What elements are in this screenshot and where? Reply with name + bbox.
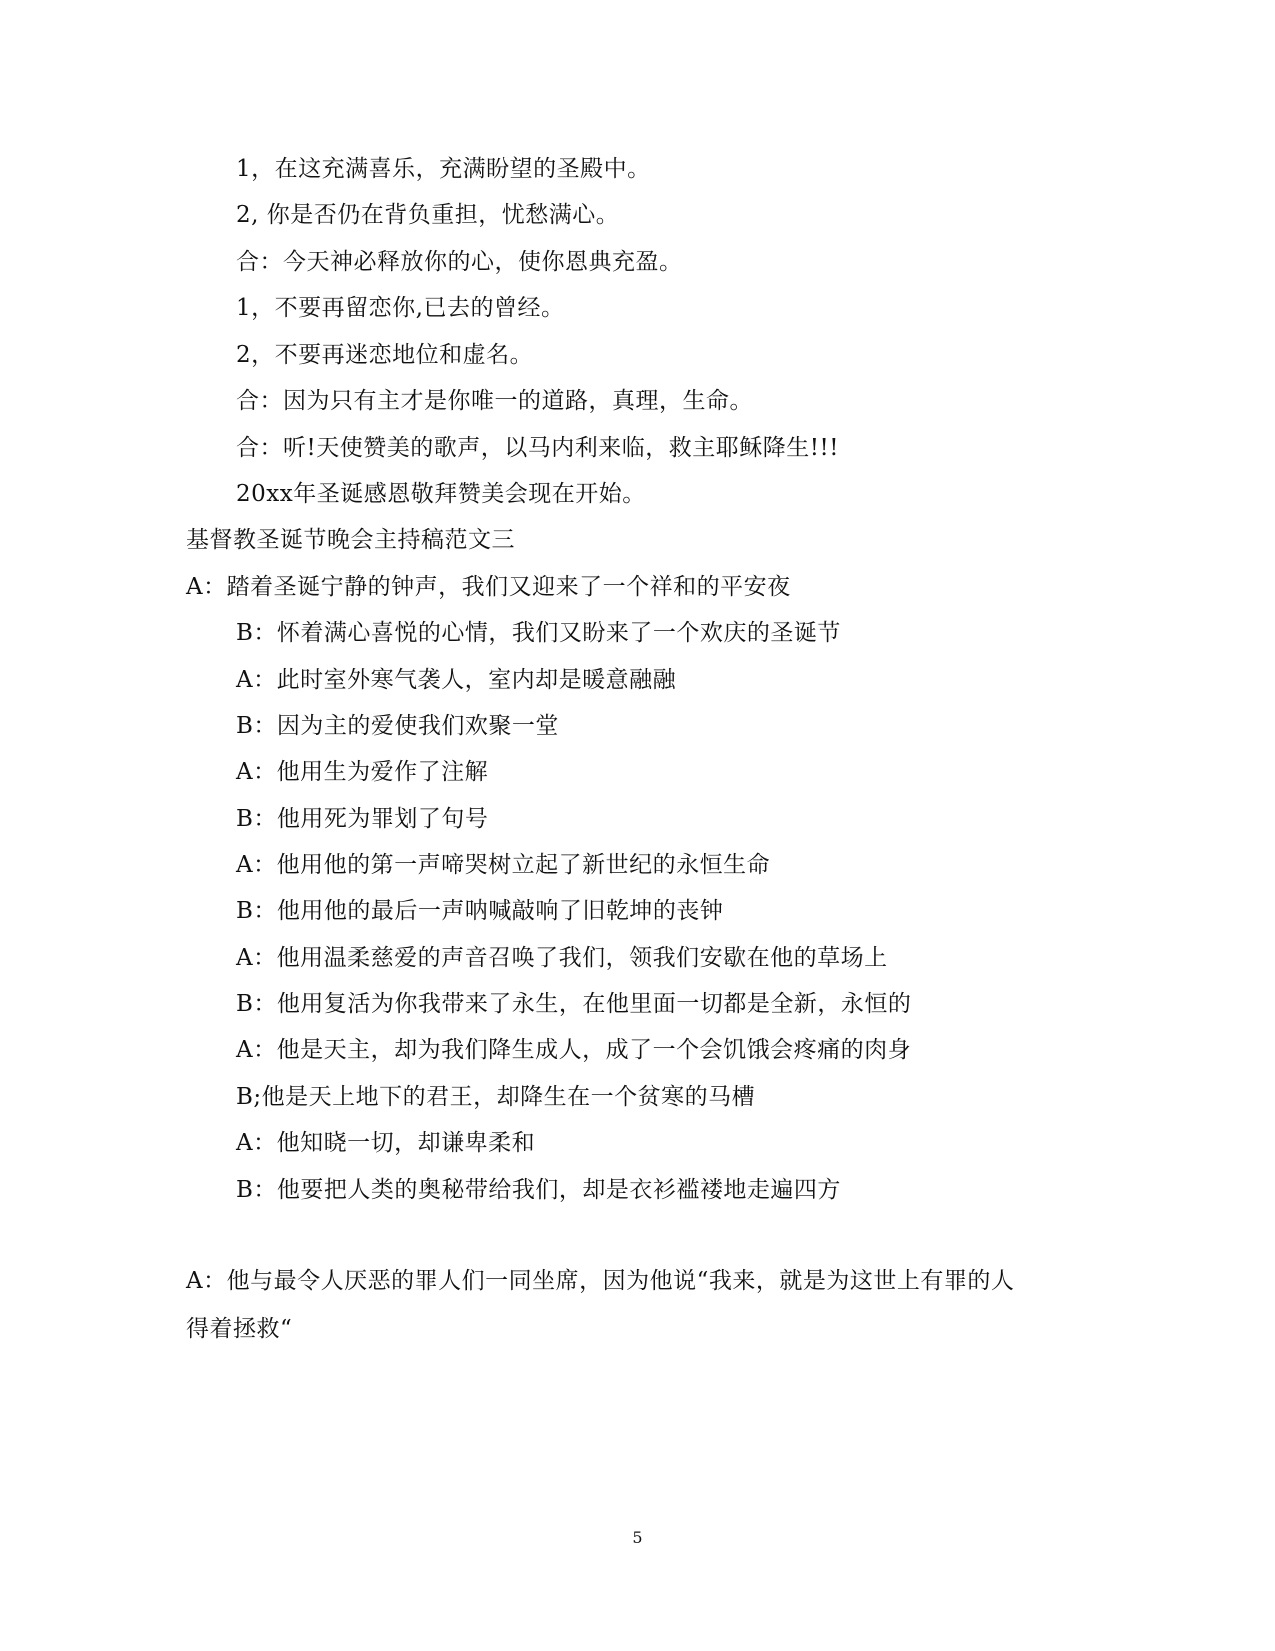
text-line: 2, 你是否仍在背负重担，忧愁满心。: [236, 202, 620, 228]
text-line: 20xx年圣诞感恩敬拜赞美会现在开始。: [236, 481, 646, 507]
text-line: B：他用死为罪划了句号: [236, 806, 489, 832]
text-line: 1，在这充满喜乐，充满盼望的圣殿中。: [236, 156, 651, 182]
text-line: B;他是天上地下的君王，却降生在一个贫寒的马槽: [236, 1084, 756, 1110]
text-line: 2，不要再迷恋地位和虚名。: [236, 342, 534, 368]
text-line: B：他用他的最后一声呐喊敲响了旧乾坤的丧钟: [236, 898, 724, 924]
text-line: A：此时室外寒气袭人，室内却是暖意融融: [236, 667, 677, 693]
text-line: A：他用他的第一声啼哭树立起了新世纪的永恒生命: [236, 852, 771, 878]
text-line: 合：听!天使赞美的歌声，以马内利来临，救主耶稣降生!!!: [236, 435, 839, 461]
text-line: A：踏着圣诞宁静的钟声，我们又迎来了一个祥和的平安夜: [186, 574, 791, 600]
text-line: B：他用复活为你我带来了永生，在他里面一切都是全新，永恒的: [236, 991, 912, 1017]
page-number: 5: [632, 1528, 643, 1547]
text-line: B：怀着满心喜悦的心情，我们又盼来了一个欢庆的圣诞节: [236, 620, 841, 646]
text-line: A：他与最令人厌恶的罪人们一同坐席，因为他说“我来，就是为这世上有罪的人: [186, 1268, 1015, 1294]
section-heading: 基督教圣诞节晚会主持稿范文三: [186, 527, 515, 553]
text-line: A：他是天主，却为我们降生成人，成了一个会饥饿会疼痛的肉身: [236, 1037, 912, 1063]
text-line: B：他要把人类的奥秘带给我们，却是衣衫褴褛地走遍四方: [236, 1177, 841, 1203]
text-line: 合：今天神必释放你的心，使你恩典充盈。: [236, 249, 683, 275]
text-line: B：因为主的爱使我们欢聚一堂: [236, 713, 559, 739]
text-line: A：他知晓一切，却谦卑柔和: [236, 1130, 536, 1156]
text-line: 1，不要再留恋你,已去的曾经。: [236, 295, 565, 321]
text-line: 合：因为只有主才是你唯一的道路，真理，生命。: [236, 388, 753, 414]
text-line: A：他用温柔慈爱的声音召唤了我们，领我们安歇在他的草场上: [236, 945, 888, 971]
text-line: A：他用生为爱作了注解: [236, 759, 489, 785]
text-line: 得着拯救“: [186, 1316, 293, 1342]
